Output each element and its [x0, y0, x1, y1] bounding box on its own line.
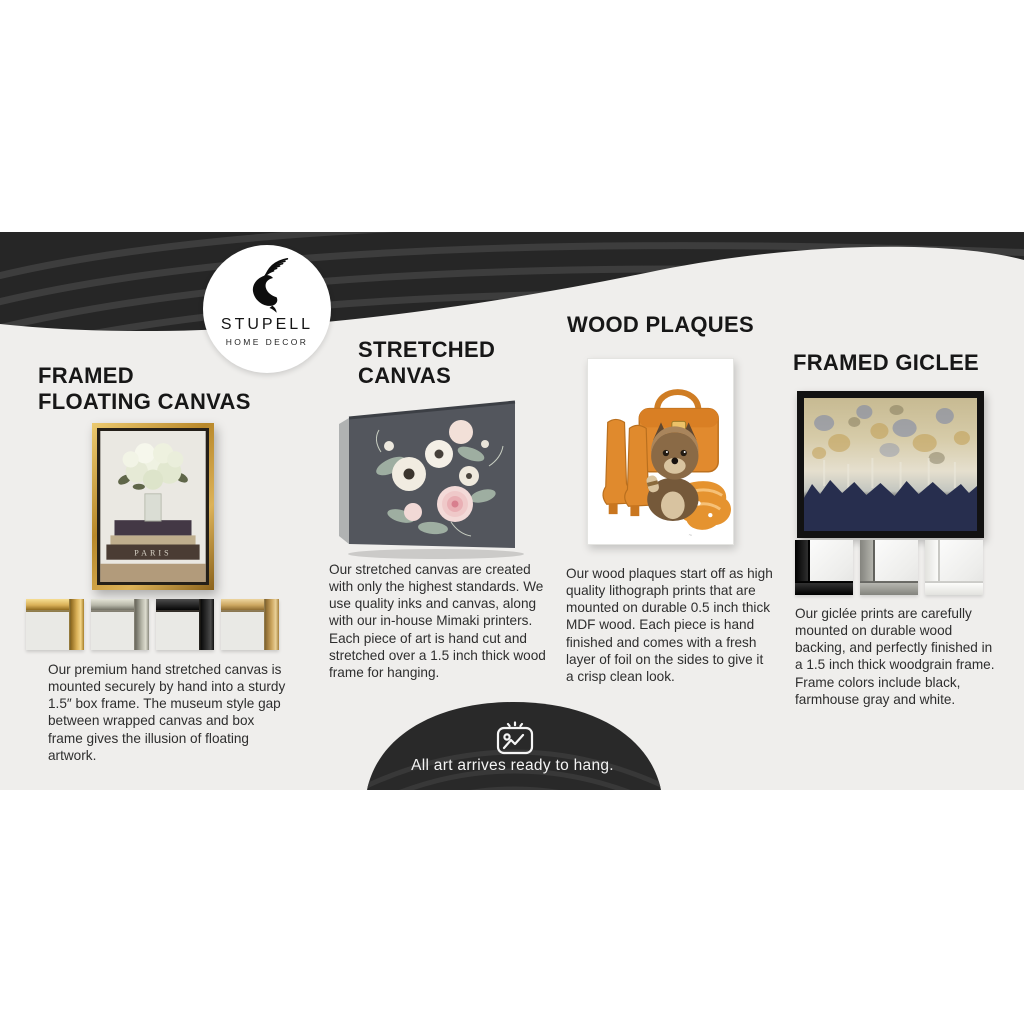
floating-canvas-product-image [92, 423, 214, 590]
floating-frame-gap [97, 428, 209, 585]
brand-logo [203, 245, 331, 373]
title-line: STRETCHED [358, 337, 496, 362]
stupell-s-swirl-icon [237, 254, 297, 314]
title-line: FRAMED [38, 363, 134, 388]
frame-swatch-farmhouse-gray [860, 540, 918, 595]
brand-tagline: HOME DECOR [225, 337, 309, 347]
frame-swatch-tan [221, 599, 279, 650]
stretched-canvas-description: Our stretched canvas are created with only the highest standards. We use quality inks and canvas, along with our in-house Mimaki printers. Each piece of art is hand cut and stretched over a 1.5 inch thick wood frame for hanging. [329, 562, 546, 680]
hydrangea-books-artwork [100, 431, 206, 582]
brand-name: STUPELL [220, 316, 314, 333]
frame-swatch-gold [26, 599, 84, 650]
yorkie-handbag-artwork [588, 359, 733, 544]
wood-plaques-description: Our wood plaques start off as high quality lithograph prints that are mounted on durable 0.5 inch thick MDF wood. Each piece is hand finished and comes with a fresh layer of foil on the sides to give it a crisp clean look. [566, 566, 773, 684]
section-title-stretched-canvas [358, 337, 495, 389]
framed-giclee-product-image [797, 391, 984, 538]
svg-text:PARIS: PARIS [134, 548, 172, 558]
frame-swatch-black [795, 540, 853, 595]
frame-swatch-white [925, 540, 983, 595]
title-line: WOOD PLAQUES [567, 312, 754, 337]
ready-to-hang-message: All art arrives ready to hang. [411, 757, 614, 774]
floating-frame-color-swatches [26, 599, 279, 650]
stretched-canvas-product-image [331, 396, 531, 560]
frame-swatch-black [156, 599, 214, 650]
section-title-framed-giclee [793, 350, 979, 376]
framed-picture-icon [493, 720, 537, 756]
section-title-framed-floating-canvas [38, 363, 251, 415]
svg-text:~: ~ [688, 532, 693, 539]
abstract-giclee-artwork [804, 398, 977, 531]
title-line: CANVAS [358, 362, 452, 388]
title-line: FRAMED GICLEE [793, 350, 980, 375]
section-title-wood-plaques [567, 312, 754, 338]
wood-plaque-product-image [587, 358, 734, 545]
title-line: FLOATING CANVAS [38, 388, 251, 414]
frame-swatch-pewter [91, 599, 149, 650]
framed-giclee-description: Our giclée prints are carefully mounted on durable wood backing, and perfectly finished in a 1.5 inch thick woodgrain frame. Frame colors include black, farmhouse gray and white. [795, 606, 995, 707]
floating-canvas-description: Our premium hand stretched canvas is mounted securely by hand into a sturdy 1.5″ box frame. The museum style gap between wrapped canvas and box frame gives the illusion of floating artwork. [48, 662, 286, 763]
giclee-frame-color-swatches [795, 540, 983, 595]
